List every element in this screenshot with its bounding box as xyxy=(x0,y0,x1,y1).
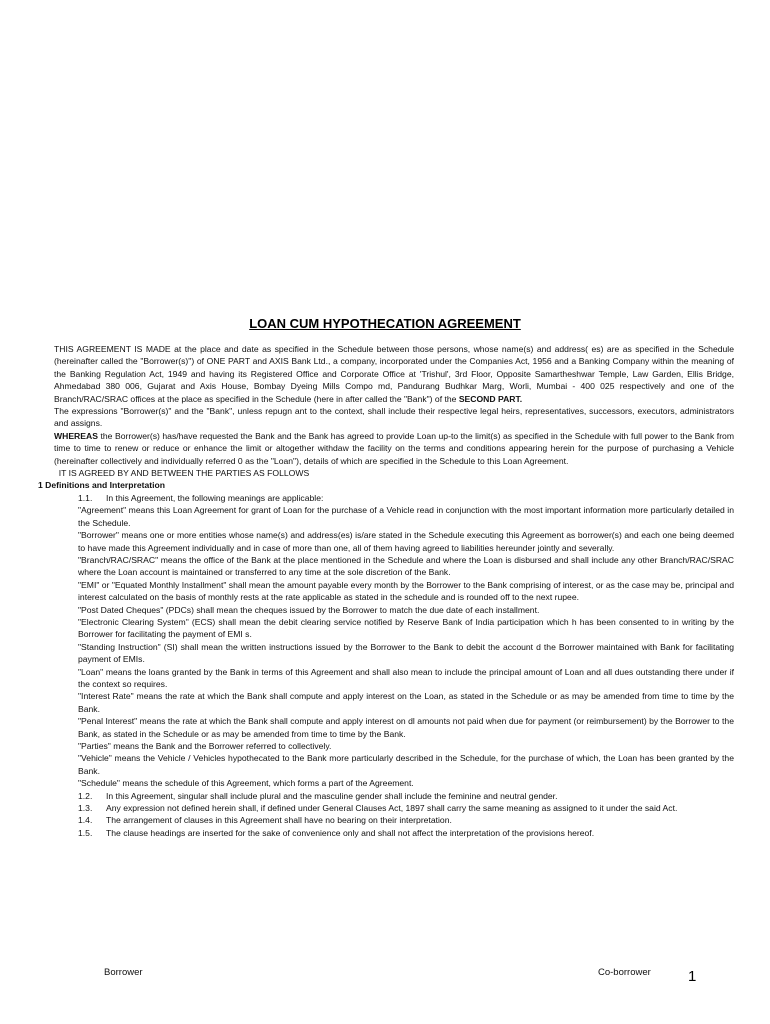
clause-number: 1.5. xyxy=(78,827,93,838)
clause-1-4 xyxy=(54,814,734,826)
definition-item: "Branch/RAC/SRAC" means the office of the Bank at the place mentioned in the Schedule and where the Loan is disbursed and shall include any other Branch/RAC/SRAC where the Loan account is maintained or transferred to any time at the sole discretion of the Bank. xyxy=(78,554,734,578)
clause-1-2 xyxy=(54,790,734,802)
definition-item: "Penal Interest" means the rate at which the Bank shall compute and apply interest on dl amounts not paid when due for payment (or reimbursement) by the Borrower to the Bank, as stated in the Schedule or as may be amended from time to time by the Bank. xyxy=(78,716,734,739)
clause-text: Any expression not defined herein shall, if defined under General Clauses Act, 1897 shall carry the same meaning as assigned to it under the said Act. xyxy=(106,803,678,814)
clause-1-1 xyxy=(54,492,734,504)
preamble-paragraph-1 xyxy=(54,343,734,405)
preamble-text: THIS AGREEMENT IS MADE at the place and date as specified in the Schedule between those persons, whose name(s) and address( es) are as specified in the Schedule (hereinafter called the "Borrower(s)") of ONE PART and AXIS Bank Ltd., a company, incorporated under the Companies Act, 1956 and a Banking Company within the meaning of the Banking Regulation Act, 1949 and having its Registered Office and Corporate Office at 'Trishul', 3rd Floor, Opposite Samartheshwar Temple, Law Garden, Ellis Bridge, Ahmedabad 380 006, Gujarat and Axis House, Bombay Dyeing Mills Compo md, Pandurang Budhkar Marg, Worli, Mumbai - 400 025 respectively and one of the Branch/RAC/SRAC offices at the place as specified in the Schedule (here in after called the "Bank") of the xyxy=(54,344,734,404)
clause-text: The clause headings are inserted for the sake of convenience only and shall not affect the interpretation of the provisions hereof. xyxy=(106,827,595,838)
agreement-body xyxy=(38,343,734,839)
preamble-paragraph-2: The expressions "Borrower(s)" and the "Bank", unless repugn ant to the context, shall include their respective legal heirs, representatives, successors, executors, administrators and assigns. xyxy=(54,406,734,429)
definition-item: "Interest Rate" means the rate at which the Bank shall compute and apply interest on the Loan, as stated in the Schedule or as may be amended from time to time by the Bank. xyxy=(78,691,734,714)
definition-item: "Vehicle" means the Vehicle / Vehicles hypothecated to the Bank more particularly described in the Schedule, for the purchase of which, the Loan has been granted by the Bank. xyxy=(78,753,734,776)
coborrower-signature-label: Co-borrower xyxy=(598,967,651,978)
agreed-statement xyxy=(54,467,734,479)
agreed-statement-text: IT IS AGREED BY AND BETWEEN THE PARTIES AS FOLLOWS xyxy=(58,468,310,479)
clause-number: 1.1. xyxy=(78,492,93,503)
whereas-paragraph xyxy=(54,430,734,467)
clause-number: 1.3. xyxy=(78,803,93,814)
clause-text: In this Agreement, singular shall include plural and the masculine gender shall include the feminine and neutral gender. xyxy=(106,790,558,801)
document-title: LOAN CUM HYPOTHECATION AGREEMENT xyxy=(249,316,521,331)
clause-text: The arrangement of clauses in this Agreement shall have no bearing on their interpretation. xyxy=(106,815,452,826)
definition-item: "Standing Instruction" (SI) shall mean the written instructions issued by the Borrower to the Bank to debit the account d the Borrower maintained with Bank for facilitating payment of EMIs. xyxy=(78,641,734,665)
clause-number: 1.4. xyxy=(78,815,93,826)
definition-item: "Schedule" means the schedule of this Agreement, which forms a part of the Agreement. xyxy=(78,778,414,789)
definition-item: "Agreement" means this Loan Agreement for grant of Loan for the purchase of a Vehicle read in conjunction with the most important information more particularly detailed in the Schedule. xyxy=(78,505,734,528)
whereas-label: WHEREAS xyxy=(54,430,98,441)
section-heading: 1 Definitions and Interpretation xyxy=(38,480,166,491)
page-number: 1 xyxy=(688,968,697,985)
clause-number: 1.2. xyxy=(78,790,93,801)
definition-item: "Electronic Clearing System" (ECS) shall mean the debit clearing service notified by Reserve Bank of India participation which h has been consented to in writing by the Borrower for facilitating the payment of EMI s. xyxy=(78,616,734,640)
definition-item: "Loan" means the loans granted by the Bank in terms of this Agreement and shall also mean to include the principal amount of Loan and all dues outstanding there under if the context so requires. xyxy=(78,666,734,689)
definition-item: "Post Dated Cheques" (PDCs) shall mean the cheques issued by the Borrower to match the due date of each installment. xyxy=(78,604,540,615)
second-part-label: SECOND PART. xyxy=(458,393,523,404)
definitions-list xyxy=(54,504,734,789)
clause-1-5 xyxy=(54,827,734,839)
clause-1-3 xyxy=(54,802,734,814)
borrower-signature-label: Borrower xyxy=(104,967,143,978)
definition-item: "EMI" or "Equated Monthly Installment" shall mean the amount payable every month by the Borrower to the Bank comprising of interest, or as the case may be, principal and interest calculated on the basis of monthly rests at the rate applicable as stated in the schedule and is rounded off to the next rupee. xyxy=(78,579,734,603)
clause-text: In this Agreement, the following meanings are applicable: xyxy=(106,492,324,503)
whereas-text: the Borrower(s) has/have requested the Bank and the Bank has agreed to provide Loan up-to the limit(s) as specified in the Schedule with full power to the Bank from time to time to renew or reduce or enhance the limit or altogether withdaw the facility on the terms and conditions appearing herein for the purpose of purchasing a Vehicle (hereinafter collectively and individually referred 0 as the "Loan"), details of which are specified in the Schedule to this Loan Agreement. xyxy=(54,430,734,466)
definition-item: "Parties" means the Bank and the Borrower referred to collectively. xyxy=(78,741,332,751)
definition-item: "Borrower" means one or more entities whose name(s) and address(es) is/are stated in the Schedule executing this Agreement as borrower(s) and each one being deemed to have made this Agreement individually and in case of more than one, all of them having agreed to liabilities hereunder jointly and severally. xyxy=(78,530,734,553)
